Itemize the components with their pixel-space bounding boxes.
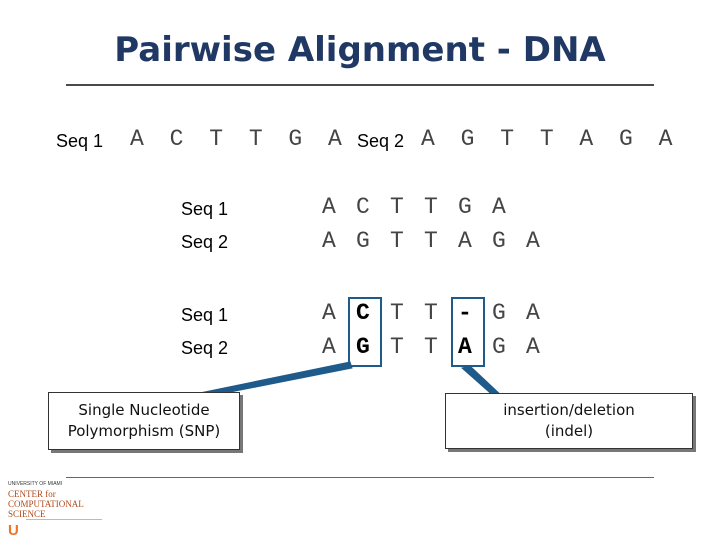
residue: G	[356, 334, 370, 360]
residue: T	[390, 334, 404, 360]
seq1-sequence: A C T T G A	[130, 126, 348, 152]
slide-title: Pairwise Alignment - DNA	[114, 30, 606, 70]
alignment2-row1-label: Seq 1	[181, 305, 229, 325]
residue: -	[458, 300, 472, 326]
residue: A	[526, 334, 540, 360]
indel-callout-line2: (indel)	[544, 422, 594, 440]
logo-name	[8, 489, 84, 519]
logo-line1: CENTER for	[8, 489, 56, 499]
center-logo	[4, 481, 104, 539]
residue: C	[356, 300, 370, 326]
seq2-label: Seq 2	[357, 131, 405, 151]
residue: A	[458, 334, 472, 360]
logo-line2: COMPUTATIONAL	[8, 499, 84, 509]
indel-callout	[445, 393, 693, 449]
logo-line3: SCIENCE	[8, 509, 46, 519]
logo-underline	[26, 519, 102, 520]
residue: T	[424, 194, 438, 220]
seq2-sequence: A G T T A G A	[421, 126, 679, 152]
residue: A	[492, 194, 506, 220]
residue: A	[526, 300, 540, 326]
alignment1-row1-label: Seq 1	[181, 199, 229, 219]
residue: G	[458, 194, 472, 220]
residue: A	[322, 300, 336, 326]
snp-callout	[48, 392, 240, 450]
residue: T	[424, 228, 438, 254]
alignment1-row2-label: Seq 2	[181, 232, 229, 252]
residue: T	[390, 194, 404, 220]
footer-divider	[66, 477, 654, 478]
logo-university: UNIVERSITY OF MIAMI	[8, 481, 63, 487]
logo-u-mark: U	[8, 522, 19, 539]
residue: A	[458, 228, 472, 254]
residue: C	[356, 194, 370, 220]
residue: G	[492, 300, 506, 326]
residue: A	[322, 194, 336, 220]
residue: A	[526, 228, 540, 254]
residue: T	[424, 300, 438, 326]
residue: G	[492, 228, 506, 254]
residue: T	[390, 300, 404, 326]
indel-callout-line1: insertion/deletion	[503, 401, 635, 419]
residue: A	[322, 334, 336, 360]
residue: A	[322, 228, 336, 254]
residue: G	[492, 334, 506, 360]
residue: G	[356, 228, 370, 254]
snp-callout-line2: Polymorphism (SNP)	[67, 422, 221, 440]
alignment2-row2-label: Seq 2	[181, 338, 229, 358]
residue: T	[424, 334, 438, 360]
residue: T	[390, 228, 404, 254]
snp-callout-line1: Single Nucleotide	[78, 401, 210, 419]
seq1-label: Seq 1	[56, 131, 104, 151]
